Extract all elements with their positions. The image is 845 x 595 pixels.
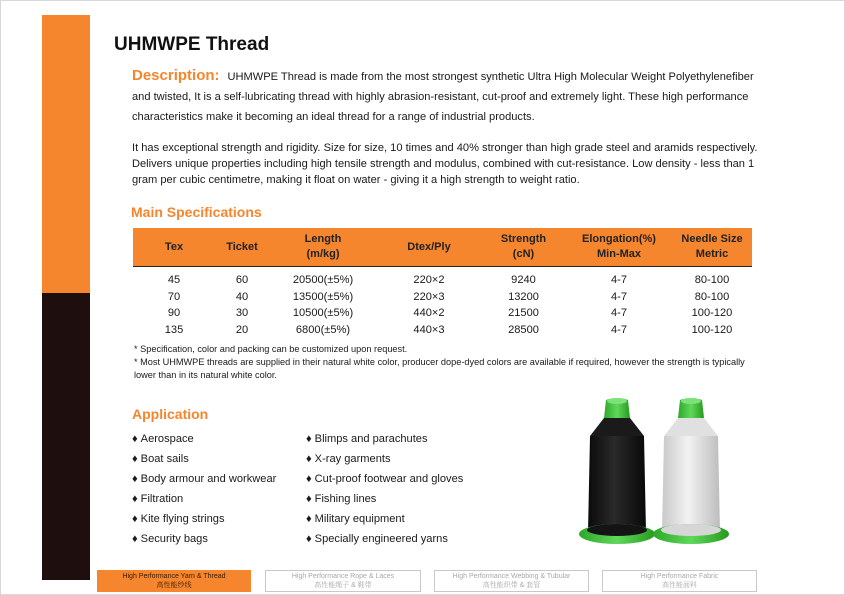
list-item: ♦ Fishing lines: [306, 493, 377, 505]
table-cell: 13200: [508, 290, 539, 303]
white-thread-spool-image: [650, 396, 736, 552]
footer-tab-label-cn: 高性能绳子 & 鞋带: [314, 582, 372, 589]
diamond-bullet-icon: ♦: [306, 533, 312, 545]
diamond-bullet-icon: ♦: [132, 473, 138, 485]
table-cell: 80-100: [694, 274, 730, 287]
list-item: ♦ Military equipment: [306, 513, 405, 525]
table-cell: 9240: [511, 274, 536, 287]
description-label: Description:: [132, 67, 220, 84]
table-cell: 10500(±5%): [292, 307, 354, 320]
table-cell: 4-7: [610, 307, 628, 320]
description-paragraph-2: It has exceptional strength and rigidity. Size for size, 10 times and 40% stronger than high grade steel and aramids respectively. Delivers unique properties including high tensile strength and modulus, combined with cut-resistance. Low density - less than 1 gram per cubic centimetre, making it float on water - giving it a high strength to weight ratio.: [132, 142, 758, 186]
table-row: [133, 267, 752, 289]
table-cell: 220×3: [413, 290, 445, 303]
diamond-bullet-icon: ♦: [306, 493, 312, 505]
table-cell: 100-120: [691, 323, 733, 336]
table-cell: 40: [235, 290, 249, 303]
table-cell: 13500(±5%): [292, 290, 354, 303]
col-header-strength: Strength (cN): [481, 228, 566, 267]
diamond-bullet-icon: ♦: [132, 493, 138, 505]
specs-table: [133, 228, 752, 338]
spec-note-1: * Specification, color and packing can be customized upon request.: [134, 344, 408, 354]
diamond-bullet-icon: ♦: [306, 513, 312, 525]
description-block: [132, 66, 772, 127]
description-text: UHMWPE Thread is made from the most strongest synthetic Ultra High Molecular Weight Polyethylenefiber and twisted, It is a self-lubricating thread with highly abrasion-resistant, cut-proof and extremely light. These high performance characteristics make it becoming an ideal thread for a range of industrial products.: [132, 71, 754, 123]
footer-tab-yarn-thread[interactable]: [97, 570, 251, 592]
footer-tab-label: High Performance Yarn & Thread: [122, 573, 226, 580]
list-item: ♦ Kite flying strings: [132, 513, 225, 525]
list-item: ♦ Specially engineered yarns: [306, 533, 448, 545]
table-cell: 100-120: [691, 307, 733, 320]
diamond-bullet-icon: ♦: [132, 433, 138, 445]
table-row: [133, 305, 752, 322]
application-heading: Application: [132, 406, 209, 422]
specs-heading: Main Specifications: [131, 204, 262, 220]
table-cell: 20500(±5%): [292, 274, 354, 287]
table-cell: 4-7: [610, 290, 628, 303]
list-item: ♦ Filtration: [132, 493, 184, 505]
list-item: ♦ Boat sails: [132, 453, 189, 465]
list-item: ♦ X-ray garments: [306, 453, 391, 465]
col-header-elongation: Elongation(%) Min-Max: [566, 228, 672, 267]
table-cell: 70: [167, 290, 181, 303]
footer-tab-label: High Performance Rope & Laces: [291, 573, 395, 580]
black-thread-spool-image: [574, 396, 660, 552]
footer-tab-label-cn: 高性能纱线: [156, 582, 192, 589]
col-header-dtex-ply: Dtex/Ply: [377, 228, 481, 267]
footer-tab-label-cn: 高性能织带 & 套管: [482, 582, 541, 589]
diamond-bullet-icon: ♦: [306, 453, 312, 465]
table-cell: 30: [235, 307, 249, 320]
table-cell: 21500: [508, 307, 539, 320]
list-item: ♦ Blimps and parachutes: [306, 433, 428, 445]
table-row: [133, 322, 752, 339]
specs-header-row: [133, 228, 752, 267]
diamond-bullet-icon: ♦: [132, 453, 138, 465]
list-item: ♦ Security bags: [132, 533, 208, 545]
footer-tab-fabric[interactable]: [602, 570, 757, 592]
table-row: [133, 289, 752, 306]
table-cell: 80-100: [694, 290, 730, 303]
table-cell: 45: [167, 274, 181, 287]
table-cell: 60: [235, 274, 249, 287]
table-cell: 135: [164, 323, 184, 336]
table-cell: 440×2: [413, 307, 445, 320]
table-cell: 4-7: [610, 323, 628, 336]
list-item: ♦ Aerospace: [132, 433, 194, 445]
footer-tab-webbing-tubular[interactable]: [434, 570, 589, 592]
table-cell: 20: [235, 323, 249, 336]
table-cell: 6800(±5%): [295, 323, 351, 336]
footer-tab-label: High Performance Webbing & Tubular: [452, 573, 571, 580]
table-cell: 220×2: [413, 274, 445, 287]
diamond-bullet-icon: ♦: [306, 473, 312, 485]
table-cell: 4-7: [610, 274, 628, 287]
footer-tab-label-cn: 高性能面料: [662, 582, 697, 589]
application-list-right: [306, 429, 463, 549]
spec-notes: [134, 343, 754, 382]
table-cell: 440×3: [413, 323, 445, 336]
page-title: UHMWPE Thread: [114, 34, 270, 55]
list-item: ♦ Cut-proof footwear and gloves: [306, 473, 464, 485]
col-header-ticket: Ticket: [215, 228, 269, 267]
sidebar-black-band: [42, 293, 90, 580]
list-item: ♦ Body armour and workwear: [132, 473, 277, 485]
diamond-bullet-icon: ♦: [306, 433, 312, 445]
col-header-length: Length (m/kg): [269, 228, 377, 267]
spec-note-2: * Most UHMWPE threads are supplied in their natural white color, producer dope-dyed colors are available if required, however the strength is typically lower than in its natural white color.: [134, 357, 745, 380]
diamond-bullet-icon: ♦: [132, 533, 138, 545]
table-cell: 28500: [508, 323, 539, 336]
application-list-left: [132, 429, 276, 549]
diamond-bullet-icon: ♦: [132, 513, 138, 525]
col-header-tex: Tex: [133, 228, 215, 267]
table-cell: 90: [167, 307, 181, 320]
footer-tab-label: High Performance Fabric: [640, 573, 719, 580]
col-header-needle-size: Needle Size Metric: [672, 228, 752, 267]
sidebar-orange-band: [42, 15, 90, 293]
footer-tab-rope-laces[interactable]: [265, 570, 421, 592]
